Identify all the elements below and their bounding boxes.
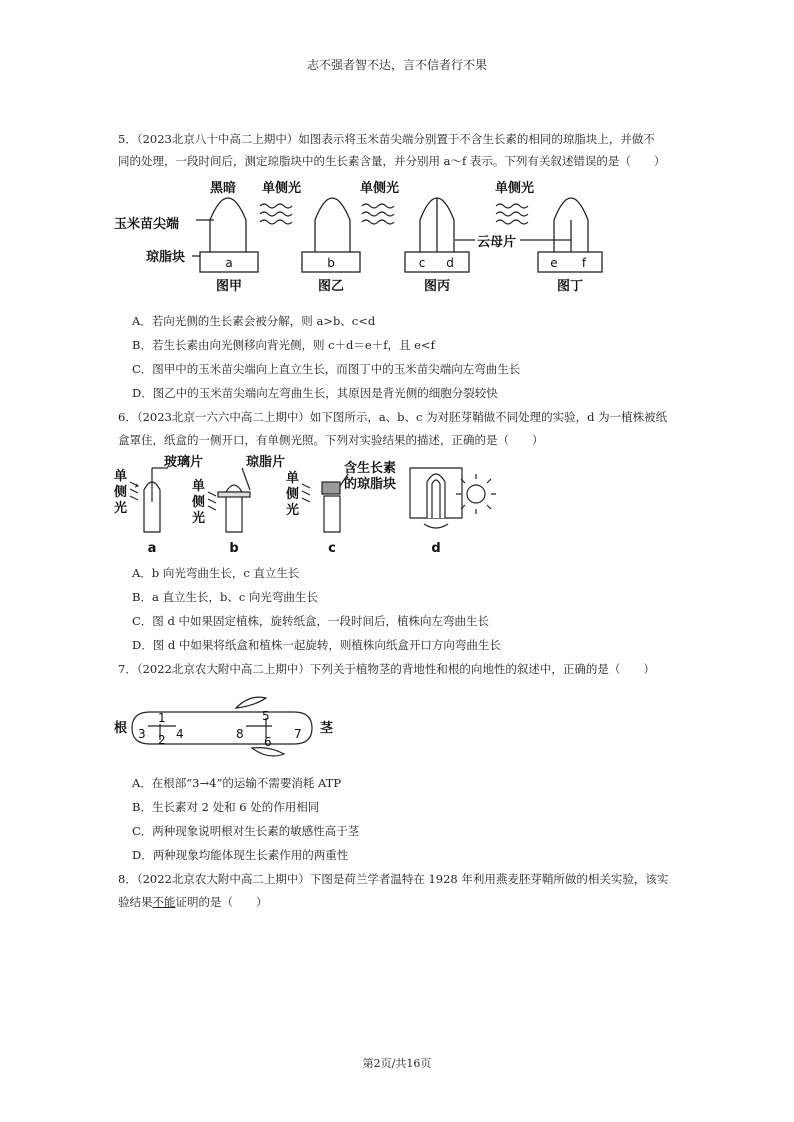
agar-4: [538, 252, 602, 272]
q7-stem: 7．（2022北京农大附中高二上期中）下列关于植物茎的背地性和根的向地性的叙述中，正确的是（ ）: [118, 662, 655, 676]
svg-text:e: e: [550, 256, 558, 270]
svg-text:侧: 侧: [114, 485, 128, 500]
q7-option-c: C．两种现象说明根对生长素的敏感性高于茎: [132, 824, 360, 838]
svg-text:侧: 侧: [286, 487, 300, 502]
q6-stem-line2: 盒罩住，纸盒的一侧开口，有单侧光照。下列对实验结果的描述，正确的是（ ）: [118, 433, 544, 447]
q7-option-d: D．两种现象均能体现生长素作用的两重性: [132, 848, 349, 862]
page-header: 志不强者智不达，言不信者行不果: [306, 58, 487, 72]
rotation-arrow: [424, 524, 448, 528]
q7-option-b: B．生长素对 2 处和 6 处的作用相同: [132, 800, 320, 814]
label-mica: 云母片: [477, 235, 517, 250]
coleoptile-b: [226, 496, 242, 532]
q7-option-a: A．在根部“3→4”的运输不需要消耗 ATP: [132, 776, 342, 790]
svg-text:d: d: [446, 256, 454, 270]
svg-text:5: 5: [262, 709, 270, 723]
q6-option-d: D．图 d 中如果将纸盒和植株一起旋转，则植株向纸盒开口方向弯曲生长: [132, 638, 501, 652]
caption-jia: 图甲: [215, 279, 243, 294]
label-light-3: 单侧光: [495, 181, 535, 196]
auxin-block: [322, 482, 340, 494]
caption-bing: 图丙: [423, 279, 451, 294]
label-agar: 琼脂块: [146, 250, 186, 265]
svg-text:b: b: [327, 256, 335, 270]
tip-1: [210, 198, 246, 252]
leaf-top: [236, 697, 266, 708]
q5-stem-line2: 同的处理，一段时间后，测定琼脂块中的生长素含量，并分别用 a～f 表示。下列有关叙述错误的是（ ）: [118, 154, 666, 168]
q5-figure: [110, 176, 630, 296]
svg-text:a: a: [147, 541, 157, 556]
svg-text:光: 光: [192, 511, 206, 526]
tip-2: [315, 198, 350, 252]
label-stem: 茎: [320, 721, 334, 736]
q8-stem-line1: 8．（2022北京农大附中高二上期中）下图是荷兰学者温特在 1928 年利用燕麦胚芽鞘所做的相关实验，该实: [118, 872, 669, 886]
coleoptile-c: [324, 496, 340, 532]
svg-text:d: d: [431, 541, 441, 556]
tip-b: [226, 485, 242, 492]
svg-text:7: 7: [294, 727, 302, 741]
q5-option-b: B．若生长素由向光侧移向背光侧，则 c＋d＝e＋f，且 e<f: [132, 338, 435, 352]
q7-figure: [112, 690, 342, 770]
svg-text:8: 8: [236, 727, 244, 741]
q5-stem-line1: 5．（2023北京八十中高二上期中）如图表示将玉米苗尖端分别置于不含生长素的相同的琼脂块上，并做不: [118, 132, 655, 146]
q5-option-a: A．若向光侧的生长素会被分解，则 a>b、c<d: [132, 314, 376, 328]
svg-text:c: c: [418, 256, 426, 270]
page-number: 第2页/共16页: [362, 1057, 432, 1070]
svg-text:6: 6: [264, 735, 272, 749]
q6-option-c: C．图 d 中如果固定植株，旋转纸盒，一段时间后，植株向左弯曲生长: [132, 614, 489, 628]
svg-text:3: 3: [138, 727, 146, 741]
caption-yi: 图乙: [317, 279, 345, 294]
sun: [467, 485, 485, 503]
label-auxin-2: 的琼脂块: [344, 477, 397, 492]
agar-sheet: [218, 492, 250, 497]
svg-text:f: f: [581, 256, 587, 270]
label-agar-sheet: 琼脂片: [246, 455, 286, 470]
svg-text:2: 2: [158, 733, 166, 747]
svg-text:侧: 侧: [192, 495, 206, 510]
svg-text:单: 单: [192, 479, 206, 494]
svg-text:b: b: [229, 541, 239, 556]
q6-stem-line1: 6．（2023北京一六六中高二上期中）如下图所示，a、b、c 为对胚芽鞘做不同处理的实验，d 为一植株被纸: [118, 410, 668, 424]
label-light-2: 单侧光: [360, 181, 400, 196]
svg-text:单: 单: [114, 469, 128, 484]
q6-option-b: B．a 直立生长，b、c 向光弯曲生长: [132, 590, 318, 604]
underlined-bu-neng: 不能: [152, 895, 176, 909]
label-glass: 玻璃片: [164, 455, 204, 470]
q5-option-d: D．图乙中的玉米苗尖端向左弯曲生长，其原因是背光侧的细胞分裂较快: [132, 386, 498, 400]
svg-text:1: 1: [158, 711, 166, 725]
light-arrows: [260, 204, 528, 224]
svg-text:光: 光: [286, 503, 300, 518]
label-dark: 黑暗: [210, 181, 237, 196]
svg-text:单: 单: [286, 471, 300, 486]
agar-3: [405, 252, 469, 272]
label-root: 根: [114, 721, 128, 736]
label-light-1: 单侧光: [262, 181, 302, 196]
svg-text:c: c: [328, 541, 336, 556]
q6-option-a: A．b 向光弯曲生长，c 直立生长: [132, 566, 300, 580]
q6-figure: [112, 452, 532, 560]
q8-stem-line2: 验结果不能证明的是（ ）: [118, 895, 268, 909]
q5-option-c: C．图甲中的玉米苗尖端向上直立生长，而图丁中的玉米苗尖端向左弯曲生长: [132, 362, 521, 376]
label-auxin-1: 含生长素: [344, 461, 397, 476]
svg-text:光: 光: [114, 501, 128, 516]
svg-text:a: a: [225, 256, 233, 270]
caption-ding: 图丁: [556, 279, 584, 294]
label-tip: 玉米苗尖端: [114, 217, 180, 232]
svg-text:4: 4: [176, 727, 184, 741]
